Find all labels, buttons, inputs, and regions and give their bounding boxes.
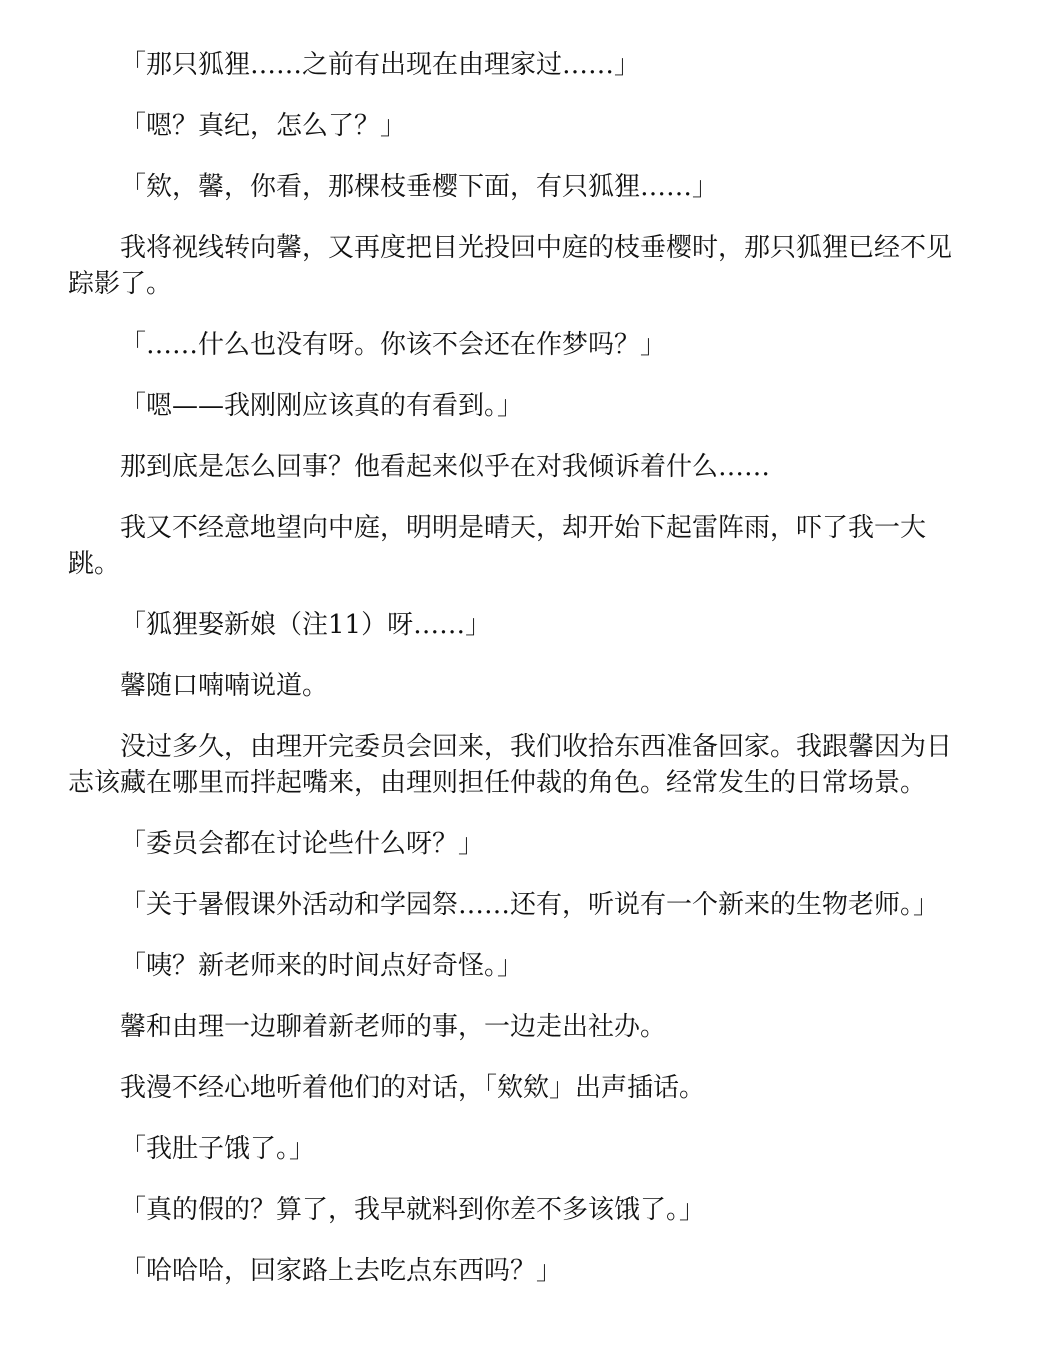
paragraph-18: 「真的假的？算了，我早就料到你差不多该饿了。」: [120, 1195, 706, 1225]
paragraph-4: 我将视线转向馨，又再度把目光投回中庭的枝垂樱时，那只狐狸已经不见踪影了。: [68, 233, 953, 299]
paragraph-15: 馨和由理一边聊着新老师的事，一边走出社办。: [120, 1012, 667, 1042]
paragraph-3: 「欸，馨，你看，那棵枝垂樱下面，有只狐狸……」: [120, 172, 719, 202]
paragraph-12: 「委员会都在讨论些什么呀？」: [120, 829, 485, 859]
paragraph-9: 「狐狸娶新娘（注11）呀……」: [120, 610, 492, 640]
paragraph-19: 「哈哈哈，回家路上去吃点东西吗？」: [120, 1256, 563, 1286]
paragraph-17: 「我肚子饿了。」: [120, 1134, 316, 1164]
paragraph-10: 馨随口喃喃说道。: [120, 671, 329, 701]
paragraph-8: 我又不经意地望向中庭，明明是晴天，却开始下起雷阵雨，吓了我一大跳。: [68, 513, 927, 579]
paragraph-5: 「……什么也没有呀。你该不会还在作梦吗？」: [120, 330, 667, 360]
paragraph-13: 「关于暑假课外活动和学园祭……还有，听说有一个新来的生物老师。」: [120, 890, 940, 920]
paragraph-6: 「嗯——我刚刚应该真的有看到。」: [120, 391, 524, 421]
paragraph-7: 那到底是怎么回事？他看起来似乎在对我倾诉着什么……: [120, 452, 771, 482]
paragraph-11: 没过多久，由理开完委员会回来，我们收拾东西准备回家。我跟馨因为日志该藏在哪里而拌起嘴来，由理则担任仲裁的角色。经常发生的日常场景。: [68, 732, 953, 798]
paragraph-16: 我漫不经心地听着他们的对话，「欸欸」出声插话。: [120, 1073, 706, 1103]
paragraph-2: 「嗯？真纪，怎么了？」: [120, 111, 407, 141]
paragraph-14: 「咦？新老师来的时间点好奇怪。」: [120, 951, 524, 981]
paragraph-1: 「那只狐狸……之前有出现在由理家过……」: [120, 50, 641, 80]
